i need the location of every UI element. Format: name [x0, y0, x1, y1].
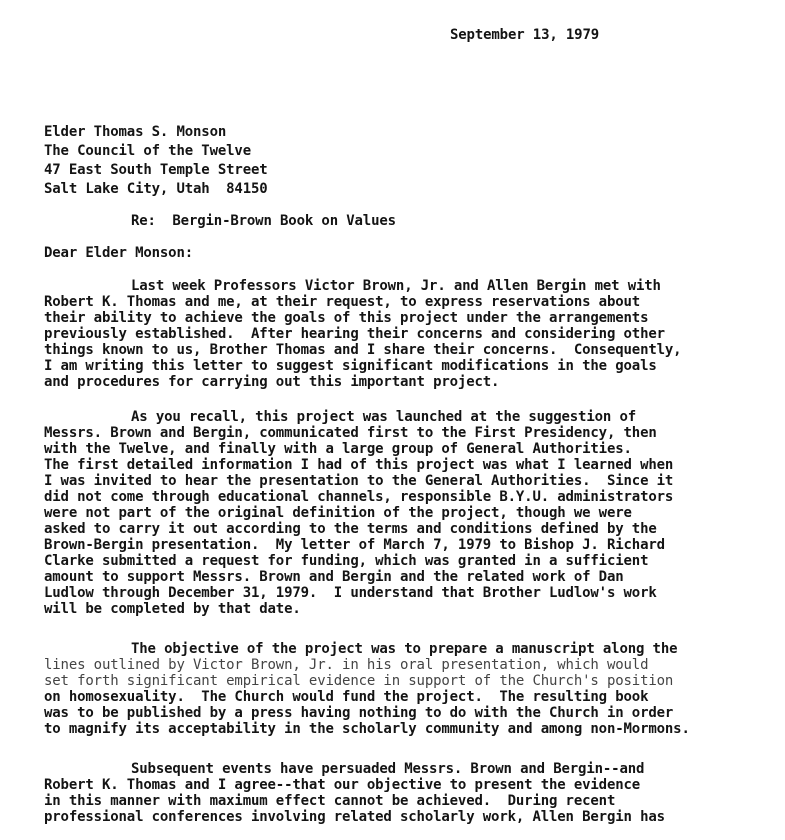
recipient-line: Salt Lake City, Utah 84150	[44, 181, 268, 197]
paragraph-line: Subsequent events have persuaded Messrs. Brown and Bergin--and	[131, 761, 645, 777]
paragraph-line: Brown-Bergin presentation. My letter of March 7, 1979 to Bishop J. Richard	[44, 537, 665, 553]
paragraph-line: I was invited to hear the presentation to the General Authorities. Since it	[44, 473, 674, 489]
paragraph-line: were not part of the original definition of the project, though we were	[44, 505, 632, 521]
paragraph-line: Robert K. Thomas and I agree--that our objective to present the evidence	[44, 777, 641, 793]
paragraph-line: Ludlow through December 31, 1979. I understand that Brother Ludlow's work	[44, 585, 657, 601]
paragraph-line: previously established. After hearing their concerns and considering other	[44, 326, 665, 342]
letter-date: September 13, 1979	[450, 27, 600, 43]
paragraph-line: Last week Professors Victor Brown, Jr. and Allen Bergin met with	[131, 278, 661, 294]
recipient-line: Elder Thomas S. Monson	[44, 124, 227, 140]
paragraph-line: lines outlined by Victor Brown, Jr. in his oral presentation, which would	[44, 657, 649, 673]
recipient-line: 47 East South Temple Street	[44, 162, 268, 178]
paragraph-line: their ability to achieve the goals of this project under the arrangements	[44, 310, 649, 326]
recipient-line: The Council of the Twelve	[44, 143, 251, 159]
paragraph-line: As you recall, this project was launched at the suggestion of	[131, 409, 637, 425]
subject-line: Re: Bergin-Brown Book on Values	[131, 213, 396, 229]
paragraph-line: The objective of the project was to prepare a manuscript along the	[131, 641, 678, 657]
paragraph-line: Robert K. Thomas and me, at their request, to express reservations about	[44, 294, 641, 310]
paragraph-line: and procedures for carrying out this important project.	[44, 374, 500, 390]
paragraph-line: did not come through educational channels, responsible B.Y.U. administrators	[44, 489, 674, 505]
paragraph-line: set forth significant empirical evidence in support of the Church's position	[44, 673, 674, 689]
paragraph-line: asked to carry it out according to the terms and conditions defined by the	[44, 521, 657, 537]
paragraph-line: will be completed by that date.	[44, 601, 301, 617]
paragraph-line: The first detailed information I had of this project was what I learned when	[44, 457, 674, 473]
paragraph-line: professional conferences involving related scholarly work, Allen Bergin has	[44, 809, 665, 825]
paragraph-line: in this manner with maximum effect cannot be achieved. During recent	[44, 793, 616, 809]
paragraph-line: Clarke submitted a request for funding, which was granted in a sufficient	[44, 553, 649, 569]
paragraph-line: amount to support Messrs. Brown and Bergin and the related work of Dan	[44, 569, 624, 585]
paragraph-line: on homosexuality. The Church would fund the project. The resulting book	[44, 689, 649, 705]
paragraph-line: things known to us, Brother Thomas and I share their concerns. Consequently,	[44, 342, 682, 358]
salutation: Dear Elder Monson:	[44, 245, 194, 261]
paragraph-line: Messrs. Brown and Bergin, communicated first to the First Presidency, then	[44, 425, 657, 441]
paragraph-line: was to be published by a press having nothing to do with the Church in order	[44, 705, 674, 721]
paragraph-line: to magnify its acceptability in the scholarly community and among non-Mormons.	[44, 721, 690, 737]
paragraph-line: I am writing this letter to suggest significant modifications in the goals	[44, 358, 657, 374]
paragraph-line: with the Twelve, and finally with a large group of General Authorities.	[44, 441, 632, 457]
